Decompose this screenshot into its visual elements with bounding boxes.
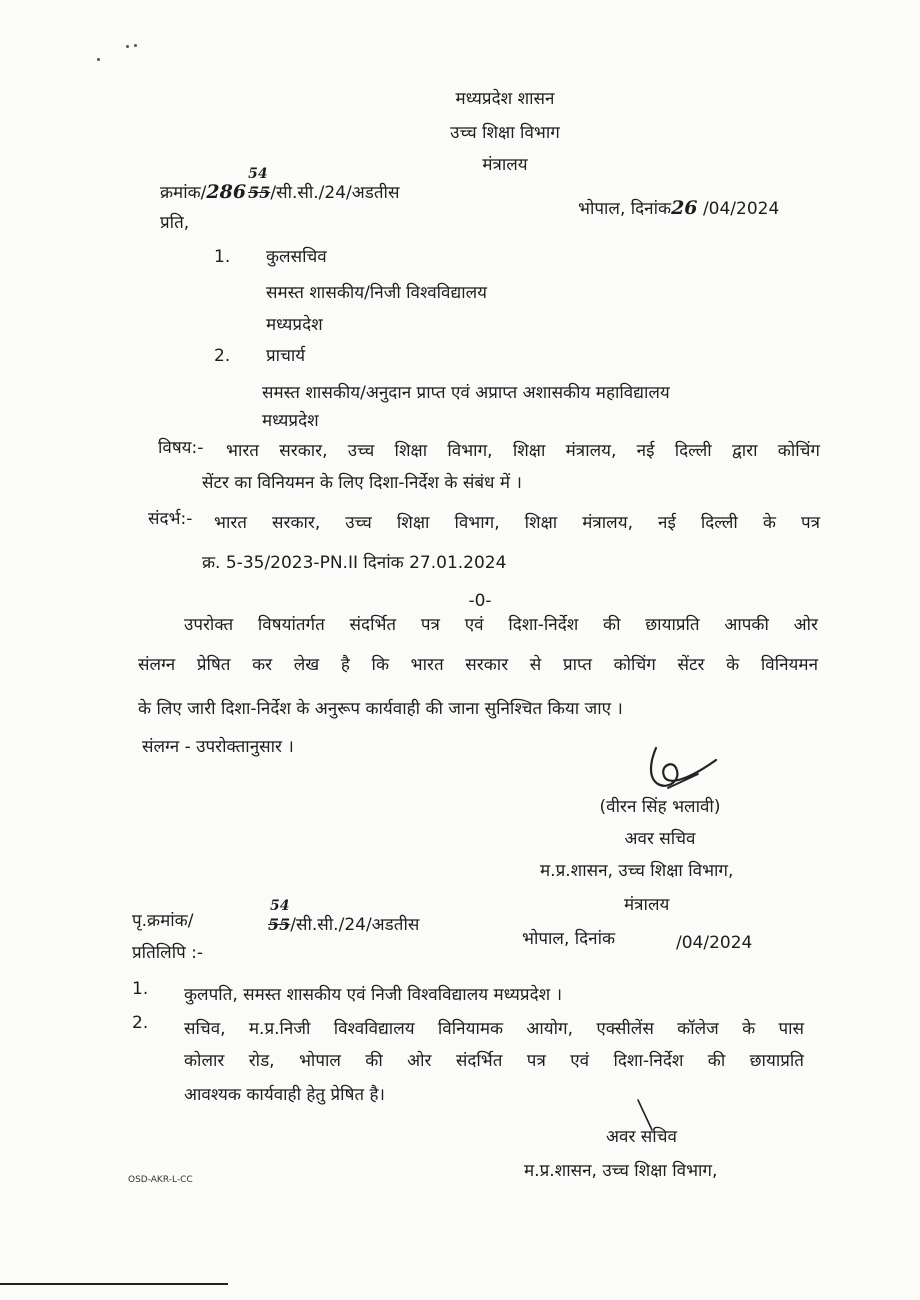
recipient-2-number: 2. xyxy=(214,346,231,366)
letter-date xyxy=(578,196,779,221)
footer-department: म.प्र.शासन, उच्च शिक्षा विभाग, xyxy=(524,1161,718,1181)
recipient-2-line3: मध्यप्रदेश xyxy=(262,411,319,431)
scan-speck xyxy=(134,44,137,47)
copy-2-number: 2. xyxy=(132,1013,149,1033)
recipient-2-line2: समस्त शासकीय/अनुदान प्राप्त एवं अप्राप्त अशासकीय महाविद्यालय xyxy=(262,383,670,403)
enclosure-note: संलग्न - उपरोक्तानुसार । xyxy=(142,737,294,757)
date-label: भोपाल, दिनांक xyxy=(578,199,672,219)
header-department: उच्च शिक्षा विभाग xyxy=(450,123,560,143)
kramank-corrected-number: 54 xyxy=(248,166,268,182)
subject-label: विषय:- xyxy=(158,438,204,458)
bottom-rule xyxy=(0,1283,228,1285)
prati-label: प्रति, xyxy=(160,213,190,233)
signatory-name: (वीरन सिंह भलावी) xyxy=(599,797,721,817)
kramank-struck-number: 55 xyxy=(248,183,271,202)
copy-2-line2: कोलार रोड, भोपाल की ओर संदर्भित पत्र एवं दिशा-निर्देश की छायाप्रति xyxy=(184,1051,804,1071)
scan-speck xyxy=(97,58,100,61)
reference-line1: भारत सरकार, उच्च शिक्षा विभाग, शिक्षा मंत्रालय, नई दिल्ली के पत्र xyxy=(214,513,820,533)
endorsement-date-label: भोपाल, दिनांक xyxy=(522,929,616,949)
body-line-2: संलग्न प्रेषित कर लेख है कि भारत सरकार से प्राप्त कोचिंग सेंटर के विनियमन xyxy=(138,655,818,675)
recipient-2-title: प्राचार्य xyxy=(266,346,306,366)
signature-mark xyxy=(628,740,728,800)
endorsement-ref xyxy=(268,898,420,936)
signatory-office: मंत्रालय xyxy=(624,895,670,915)
body-line-1: उपरोक्त विषयांतर्गत संदर्भित पत्र एवं दिशा-निर्देश की छायाप्रति आपकी ओर xyxy=(184,615,818,635)
endorsement-struck-number: 55 xyxy=(268,915,291,934)
kramank-handwritten-number: 286 xyxy=(206,181,247,203)
scan-speck xyxy=(126,45,129,48)
recipient-1-line3: मध्यप्रदेश xyxy=(266,315,323,335)
signatory-department: म.प्र.शासन, उच्च शिक्षा विभाग, xyxy=(540,861,734,881)
separator: -0- xyxy=(468,591,492,611)
signatory-designation: अवर सचिव xyxy=(624,829,696,849)
header-government: मध्यप्रदेश शासन xyxy=(455,89,555,109)
endorsement-label: पृ.क्रमांक/ xyxy=(132,911,194,931)
copy-1-number: 1. xyxy=(132,979,149,999)
kramank-rest: /सी.सी./24/अडतीस xyxy=(270,183,400,203)
footer-designation: अवर सचिव xyxy=(606,1127,677,1147)
subject-line1: भारत सरकार, उच्च शिक्षा विभाग, शिक्षा मंत्रालय, नई दिल्ली द्वारा कोचिंग xyxy=(226,441,820,461)
recipient-1-number: 1. xyxy=(214,247,231,267)
kramank-label: क्रमांक/ xyxy=(160,183,207,203)
body-line-3: के लिए जारी दिशा-निर्देश के अनुरूप कार्यवाही की जाना सुनिश्चित किया जाए । xyxy=(138,699,623,719)
header-ministry: मंत्रालय xyxy=(482,155,528,175)
endorsement-corrected-number: 54 xyxy=(270,898,290,914)
kramank-line xyxy=(160,166,400,205)
recipient-1-line2: समस्त शासकीय/निजी विश्वविद्यालय xyxy=(266,283,488,303)
copy-2-line3: आवश्यक कार्यवाही हेतु प्रेषित है। xyxy=(184,1085,385,1105)
copy-2-line1: सचिव, म.प्र.निजी विश्वविद्यालय विनियामक आयोग, एक्सीलेंस कॉलेज के पास xyxy=(184,1019,804,1039)
recipient-1-title: कुलसचिव xyxy=(266,247,327,267)
footer-code: OSD-AKR-L-CC xyxy=(128,1175,193,1185)
endorsement-rest: /सी.सी./24/अडतीस xyxy=(290,915,420,935)
copy-label: प्रतिलिपि :- xyxy=(132,943,204,963)
copy-1-line1: कुलपति, समस्त शासकीय एवं निजी विश्वविद्यालय मध्यप्रदेश । xyxy=(184,985,563,1005)
endorsement-date: /04/2024 xyxy=(676,933,753,953)
date-rest: /04/2024 xyxy=(702,199,780,219)
endorsement-correction xyxy=(268,898,291,936)
kramank-correction xyxy=(248,166,271,204)
date-handwritten-day: 26 xyxy=(671,197,698,219)
reference-label: संदर्भ:- xyxy=(148,509,193,529)
subject-line2: सेंटर का विनियमन के लिए दिशा-निर्देश के संबंध में । xyxy=(202,473,522,493)
reference-line2: क्र. 5-35/2023-PN.II दिनांक 27.01.2024 xyxy=(202,553,507,573)
